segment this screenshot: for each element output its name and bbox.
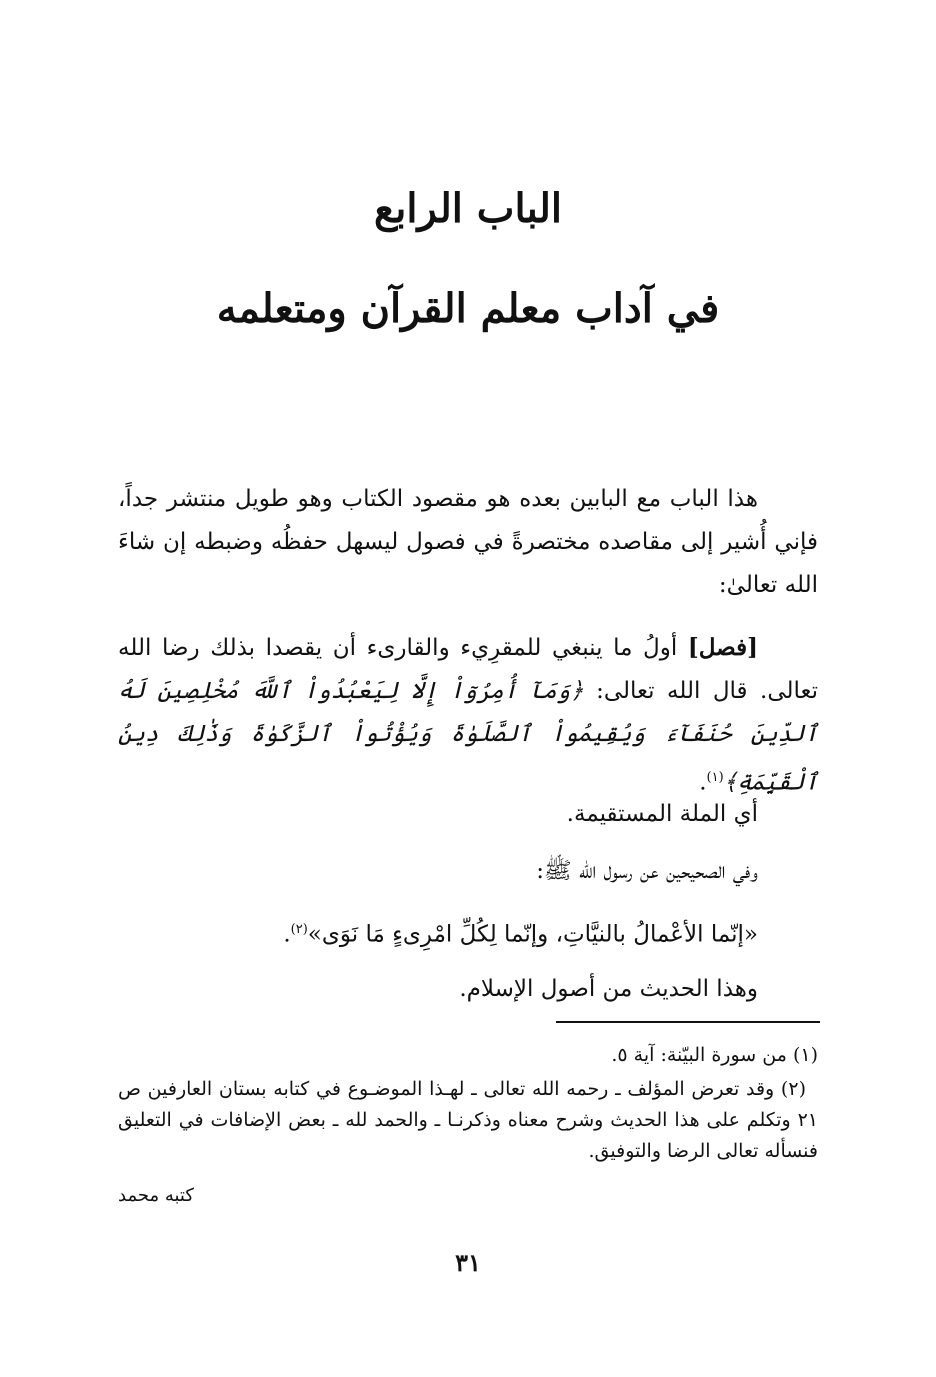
hadith-end: . xyxy=(283,921,291,948)
verse-footnote-ref[interactable]: (١) xyxy=(706,770,724,785)
chapter-title: الباب الرابع xyxy=(373,185,563,232)
footnote-1: (١) من سورة البيّنة: آية ٥. xyxy=(611,1044,818,1066)
section-paragraph xyxy=(118,626,818,805)
verse-end: . xyxy=(699,769,707,796)
section-label: [فصل] xyxy=(687,634,758,661)
milla-line: أي الملة المستقيمة. xyxy=(566,801,758,827)
hadith-footnote-ref[interactable]: (٢) xyxy=(290,922,308,937)
signature: كتبه محمد xyxy=(118,1185,194,1206)
hadith-line xyxy=(283,908,758,957)
chapter-subtitle: في آداب معلم القرآن ومتعلمه xyxy=(216,285,720,332)
sahihayn-line: وفي الصحيحين عن رسول الله ﷺ: xyxy=(536,858,758,884)
page-number: ٣١ xyxy=(455,1248,481,1277)
asl-line: وهذا الحديث من أصول الإسلام. xyxy=(459,976,758,1002)
quran-verse: ﴿وَمَآ أُمِرُوٓاْ إِلَّا لِيَعْبُدُواْ ٱللَّهَ مُخْلِصِينَ لَهُ ٱلدِّينَ حُنَفَآءَ وَيُقِيمُواْ ٱلصَّلَوٰةَ وَيُؤْتُواْ ٱلزَّكَوٰةَ وَذَٰلِكَ دِينُ ٱلْقَيِّمَةِ﴾ xyxy=(118,678,818,796)
hadith-text: «إنّما الأعْمالُ بالنيَّاتِ، وإنّما لِكُلِّ امْرِىءٍ مَا نَوَى» xyxy=(307,921,758,948)
footnote-divider xyxy=(556,1021,820,1023)
footnote-2: (٢) وقد تعرض المؤلف ـ رحمه الله تعالى ـ لهـذا الموضـوع في كتابه بستان العارفين ص ٢١ وتكلم على هذا الحديث وشرح معناه وذكرنـا ـ والحمد لله ـ بعض الإضافات في التعليق فنسأله تعالى الرضا والتوفيق. xyxy=(118,1078,818,1162)
section-text: أولُ ما ينبغي للمقرِيء والقارىء أن يقصدا بذلك رضا الله تعالى. قال الله تعالى: xyxy=(118,635,819,704)
intro-paragraph: هذا الباب مع البابين بعده هو مقصود الكتاب وهو طويل منتشر جداً، فإني أُشير إلى مقاصده مختصرةً في فصول ليسهل حفظُه وضبطه إن شاءَ الله تعالىٰ: xyxy=(118,486,818,598)
